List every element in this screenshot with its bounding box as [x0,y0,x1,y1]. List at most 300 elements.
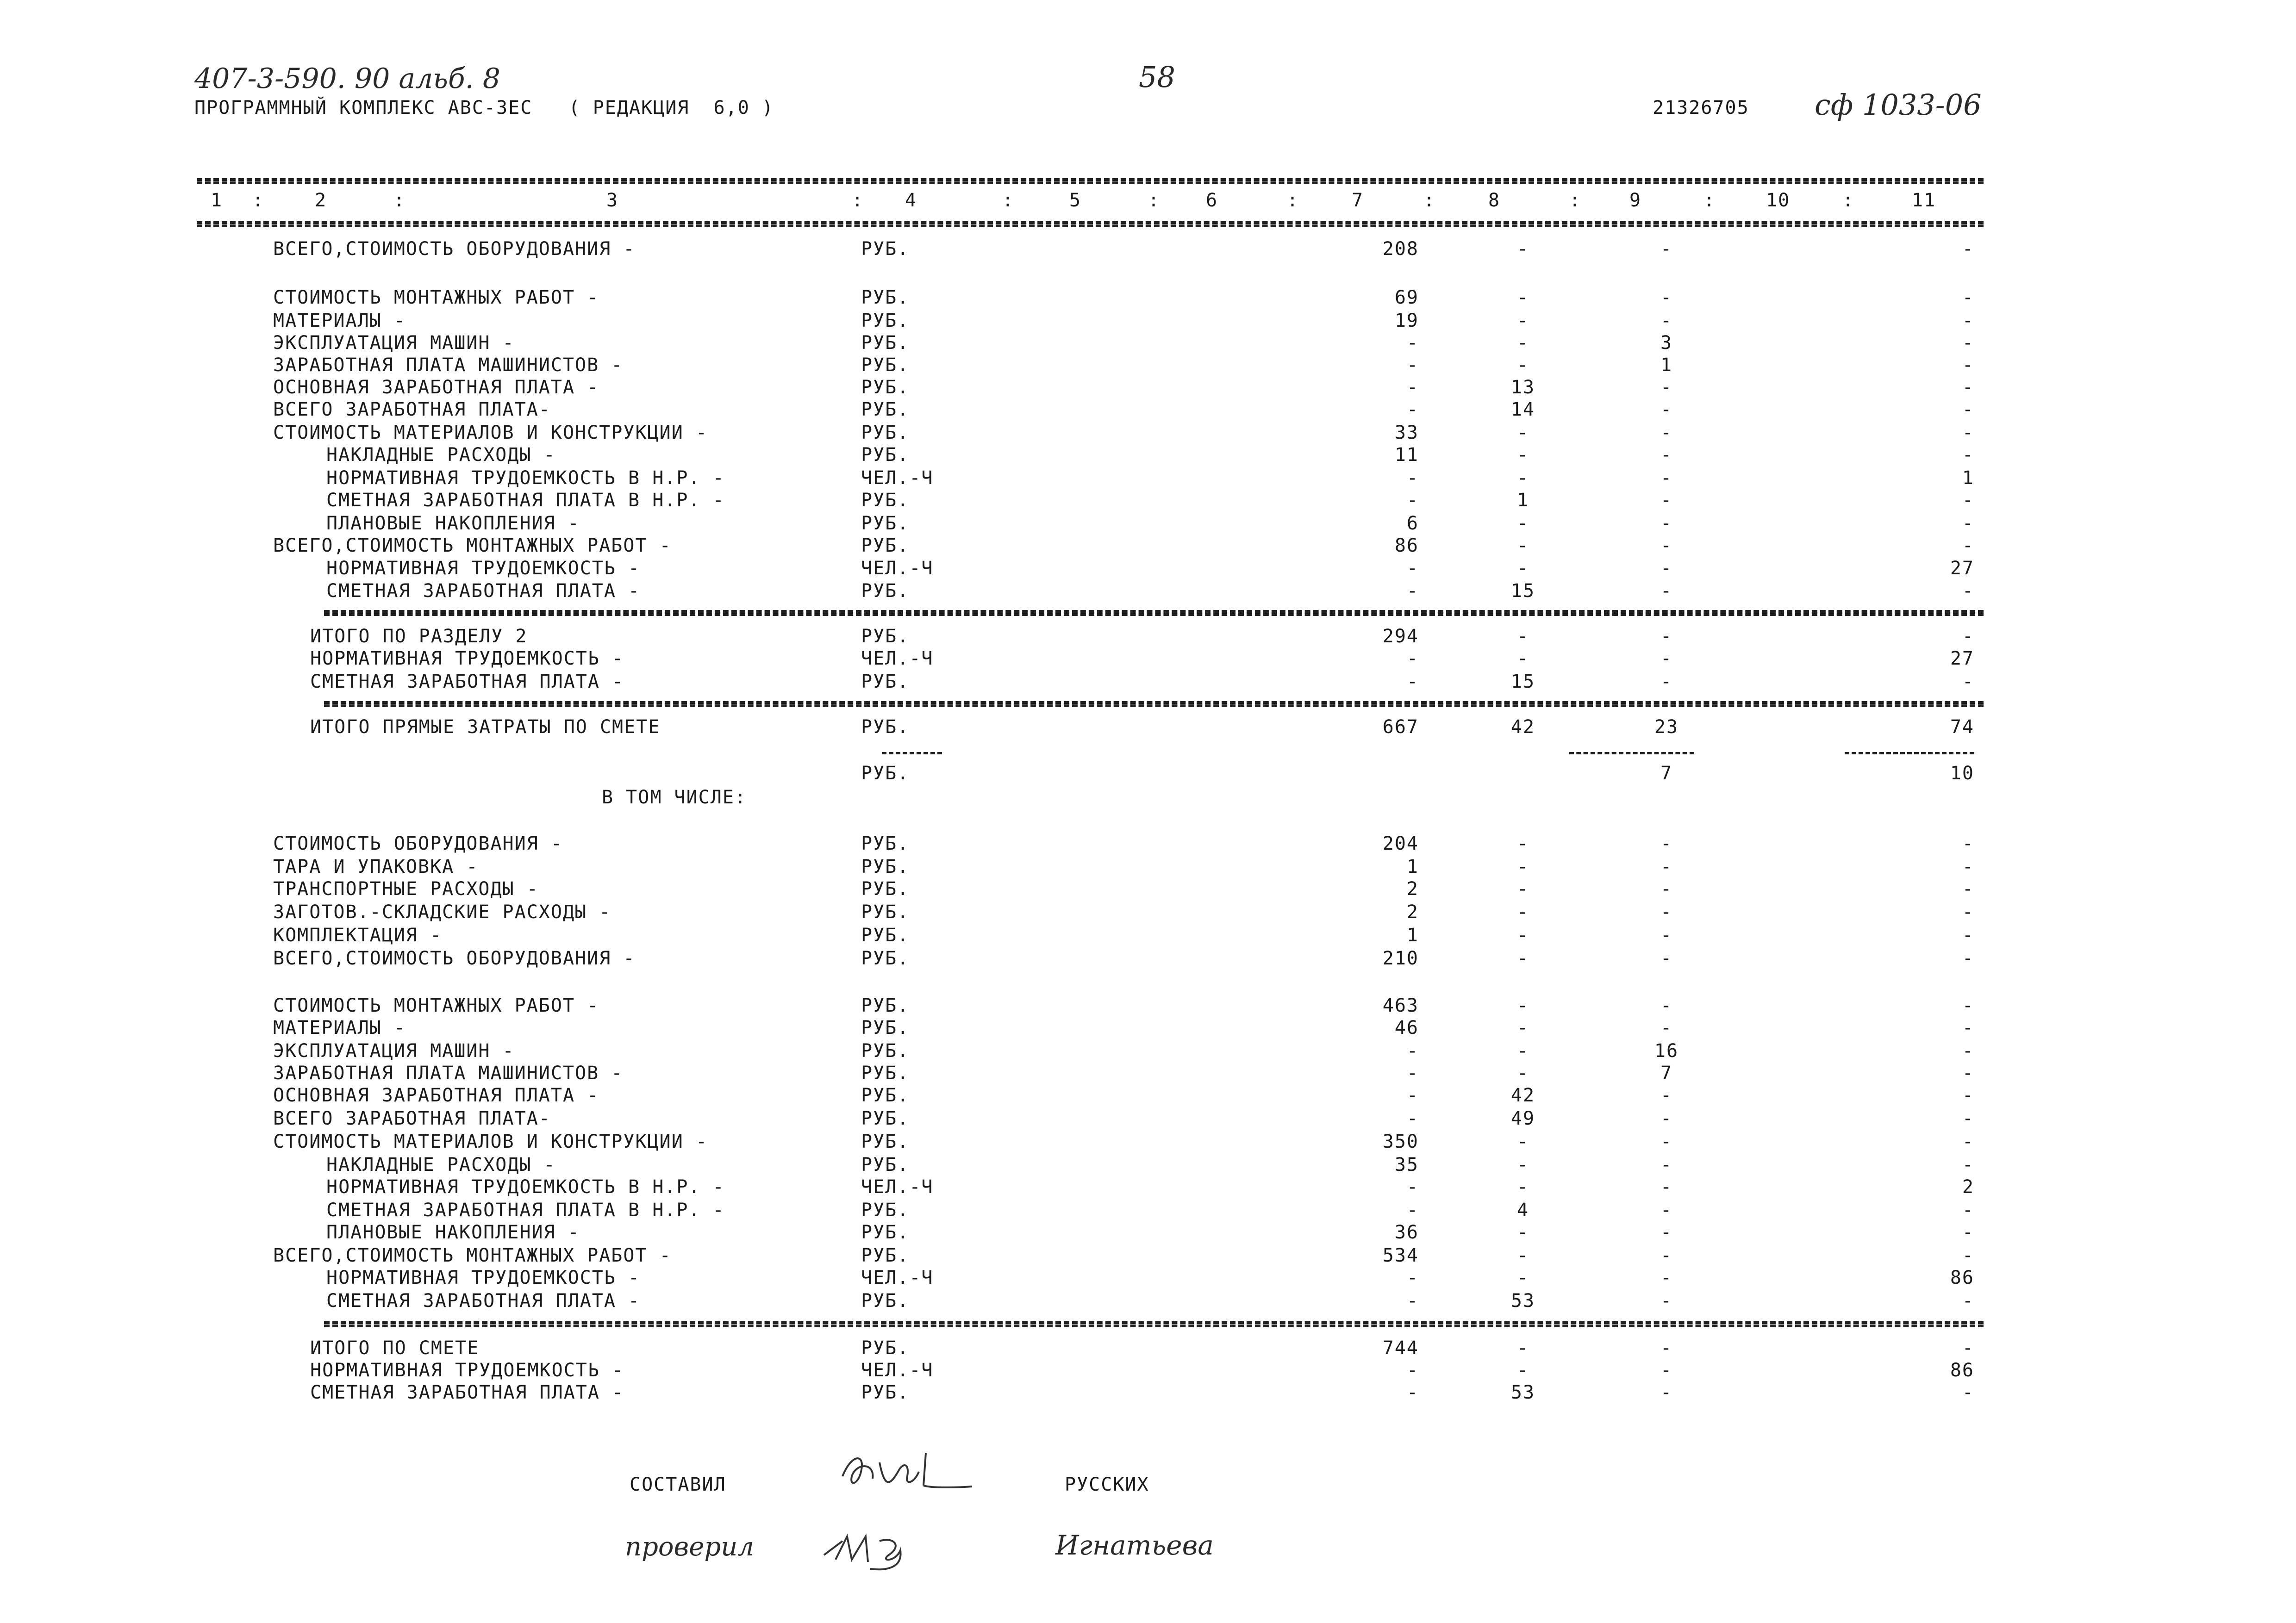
row-col9-value: - [1660,399,1673,420]
checked-by-label: проверил [625,1532,754,1562]
row-col9-value: - [1660,558,1673,579]
row-col11-value: - [1962,238,1974,260]
row-label: МАТЕРИАЛЫ - [273,1017,406,1038]
table-row [0,580,2296,603]
row-col8-value: - [1516,902,1529,923]
row-col8-value: - [1516,354,1529,376]
row-col11-value: - [1962,513,1974,534]
column-header-5: 5 [1069,190,1082,211]
row-col9-value: - [1660,833,1673,854]
row-col8-value: - [1516,1040,1529,1062]
row-unit: РУБ. [861,948,910,969]
row-col7-value: - [1406,399,1419,420]
table-row [0,354,2296,378]
row-col9-value: - [1660,513,1673,534]
row-col9-value: - [1660,1017,1673,1038]
table-row [0,902,2296,925]
row-label: ВСЕГО,СТОИМОСТЬ МОНТАЖНЫХ РАБОТ - [273,535,672,556]
row-label: ЗАРАБОТНАЯ ПЛАТА МАШИНИСТОВ - [273,354,624,376]
row-unit: РУБ. [861,671,910,692]
row-unit: РУБ. [861,626,910,647]
row-col11-value: - [1962,1017,1974,1038]
row-label: СМЕТНАЯ ЗАРАБОТНАЯ ПЛАТА - [326,1290,641,1312]
column-header-9: 9 [1629,190,1642,211]
row-unit: РУБ. [861,878,910,900]
row-col9-value: - [1660,1108,1673,1129]
row-col8-value: - [1516,1154,1529,1175]
row-col7-value: 667 [1382,716,1419,738]
row-col7-value: 463 [1382,995,1419,1016]
row-col8-value: - [1516,856,1529,877]
row-col7-value: - [1406,580,1419,602]
row-col9-value: - [1660,1337,1673,1359]
row-col8-value: - [1516,995,1529,1016]
column-header-10: 10 [1766,190,1791,211]
header-top-rule-2 [197,181,1984,184]
row-col7-value: 208 [1382,238,1419,260]
row-unit: ЧЕЛ.-Ч [861,648,934,669]
table-row [0,671,2296,694]
row-col7-value: - [1406,648,1419,669]
row-label: ВСЕГО,СТОИМОСТЬ ОБОРУДОВАНИЯ - [273,238,636,260]
column-header-11: 11 [1912,190,1936,211]
row-col8-value: - [1516,1131,1529,1152]
row-col8-value: - [1516,467,1529,489]
row-col8-value: - [1516,558,1529,579]
handwritten-code: 407-3-590. 90 альб. 8 [194,62,500,95]
row-col9-value: - [1660,925,1673,946]
row-label: ИТОГО ПО РАЗДЕЛУ 2 [310,626,528,647]
row-label: НОРМАТИВНАЯ ТРУДОЕМКОСТЬ В Н.Р. - [326,1176,725,1198]
row-label: ПЛАНОВЫЕ НАКОПЛЕНИЯ - [326,1222,580,1243]
table-row [0,558,2296,581]
row-unit: РУБ. [861,1290,910,1312]
table-row [0,787,2296,810]
row-col11-value: 27 [1950,558,1974,579]
row-col9-value: - [1660,948,1673,969]
row-label: В ТОМ ЧИСЛЕ: [602,787,747,808]
header-bottom-rule [197,221,1984,224]
row-col8-value: - [1516,878,1529,900]
column-separator: : [852,190,864,211]
row-unit: РУБ. [861,856,910,877]
row-unit: РУБ. [861,1040,910,1062]
row-col11-value: - [1962,1131,1974,1152]
row-label: ЗАГОТОВ.-СКЛАДСКИЕ РАСХОДЫ - [273,902,611,923]
row-col7-value: - [1406,1176,1419,1198]
row-col9-value: - [1660,310,1673,331]
doc-number: 21326705 [1653,97,1749,118]
row-col8-value: - [1516,310,1529,331]
row-col7-value: - [1406,354,1419,376]
row-col9-value: - [1660,1267,1673,1288]
row-col9-value: - [1660,580,1673,602]
row-unit: РУБ. [861,1131,910,1152]
row-label: ТАРА И УПАКОВКА - [273,856,479,877]
row-col9-value: - [1660,535,1673,556]
row-col7-value: - [1406,1290,1419,1312]
row-col9-value: - [1660,1154,1673,1175]
column-separator: : [1842,190,1855,211]
row-unit: РУБ. [861,1245,910,1266]
row-col7-value: - [1406,671,1419,692]
row-col7-value: 744 [1382,1337,1419,1359]
row-unit: РУБ. [861,902,910,923]
subtotal-underline [1569,752,1694,754]
row-col7-value: - [1406,1108,1419,1129]
row-unit: РУБ. [861,310,910,331]
row-col11-value: - [1962,1108,1974,1129]
row-unit: РУБ. [861,1154,910,1175]
column-header-3: 3 [606,190,619,211]
row-col9-value: 7 [1660,763,1673,784]
row-label: ВСЕГО ЗАРАБОТНАЯ ПЛАТА- [273,399,551,420]
row-col11-value: - [1962,1200,1974,1221]
table-row [0,377,2296,400]
row-col11-value: - [1962,422,1974,443]
table-row [0,467,2296,491]
row-unit: РУБ. [861,377,910,398]
table-row [0,856,2296,879]
row-col11-value: - [1962,878,1974,900]
row-col9-value: - [1660,444,1673,466]
table-row [0,1108,2296,1131]
row-col8-value: - [1516,1063,1529,1084]
row-col8-value: - [1516,513,1529,534]
column-separator: : [1287,190,1299,211]
row-col8-value: 4 [1516,1200,1529,1221]
row-col7-value: 86 [1394,535,1419,556]
row-col7-value: 204 [1382,833,1419,854]
table-row [0,1200,2296,1223]
row-col11-value: 1 [1962,467,1974,489]
row-col11-value: - [1962,377,1974,398]
row-col11-value: 27 [1950,648,1974,669]
row-label: НОРМАТИВНАЯ ТРУДОЕМКОСТЬ - [310,648,624,669]
row-unit: РУБ. [861,513,910,534]
page-number: 58 [1139,60,1175,94]
row-col11-value: - [1962,856,1974,877]
row-label: ВСЕГО ЗАРАБОТНАЯ ПЛАТА- [273,1108,551,1129]
column-separator: : [252,190,265,211]
table-row [0,1176,2296,1200]
table-row [0,422,2296,445]
table-row [0,833,2296,856]
row-col9-value: - [1660,1382,1673,1403]
row-col11-value: - [1962,1040,1974,1062]
row-col7-value: 36 [1394,1222,1419,1243]
table-row [0,716,2296,740]
row-col9-value: - [1660,1245,1673,1266]
row-unit: РУБ. [861,716,910,738]
column-separator: : [393,190,406,211]
program-line: ПРОГРАММНЫЙ КОМПЛЕКС АВС-3ЕС ( РЕДАКЦИЯ 6,0 ) [194,97,774,118]
table-row [0,1267,2296,1290]
row-col7-value: 19 [1394,310,1419,331]
row-label: ОСНОВНАЯ ЗАРАБОТНАЯ ПЛАТА - [273,377,599,398]
row-col9-value: - [1660,1200,1673,1221]
table-row [0,1382,2296,1405]
row-label: ПЛАНОВЫЕ НАКОПЛЕНИЯ - [326,513,580,534]
column-separator: : [1703,190,1716,211]
row-label: МАТЕРИАЛЫ - [273,310,406,331]
row-col8-value: - [1516,948,1529,969]
row-col9-value: - [1660,648,1673,669]
row-unit: РУБ. [861,580,910,602]
row-unit: ЧЕЛ.-Ч [861,1267,934,1288]
row-col8-value: - [1516,1222,1529,1243]
column-separator: : [1423,190,1436,211]
row-col8-value: - [1516,1017,1529,1038]
row-unit: РУБ. [861,1085,910,1106]
row-col8-value: - [1516,1337,1529,1359]
row-label: СТОИМОСТЬ МОНТАЖНЫХ РАБОТ - [273,287,599,308]
row-col9-value: - [1660,626,1673,647]
table-row [0,1063,2296,1086]
row-col7-value: 1 [1406,856,1419,877]
table-row [0,878,2296,902]
table-row [0,1245,2296,1268]
row-col7-value: 33 [1394,422,1419,443]
row-col11-value: - [1962,1290,1974,1312]
row-col7-value: 35 [1394,1154,1419,1175]
row-col11-value: 2 [1962,1176,1974,1198]
section-rule [324,1325,1984,1327]
row-col8-value: 42 [1510,1085,1535,1106]
row-label: ЭКСПЛУАТАЦИЯ МАШИН - [273,332,515,354]
row-col11-value: 86 [1950,1360,1974,1381]
row-col7-value: - [1406,490,1419,511]
row-col7-value: 2 [1406,878,1419,900]
row-label: СТОИМОСТЬ МОНТАЖНЫХ РАБОТ - [273,995,599,1016]
row-col11-value: - [1962,444,1974,466]
row-col7-value: 294 [1382,626,1419,647]
row-col9-value: 3 [1660,332,1673,354]
row-unit: РУБ. [861,399,910,420]
row-col9-value: - [1660,671,1673,692]
row-col9-value: 16 [1654,1040,1679,1062]
checker-signature [815,1523,935,1573]
subtotal-underline [882,752,942,754]
row-col11-value: - [1962,580,1974,602]
row-col9-value: - [1660,287,1673,308]
row-col7-value: - [1406,1040,1419,1062]
section-rule [324,613,1984,616]
row-col9-value: - [1660,856,1673,877]
row-col8-value: - [1516,238,1529,260]
row-label: НОРМАТИВНАЯ ТРУДОЕМКОСТЬ - [326,1267,641,1288]
row-unit: ЧЕЛ.-Ч [861,467,934,489]
row-col8-value: - [1516,422,1529,443]
row-col11-value: - [1962,626,1974,647]
table-row [0,1337,2296,1361]
row-col11-value: - [1962,995,1974,1016]
table-row [0,1040,2296,1063]
row-col9-value: - [1660,490,1673,511]
row-col7-value: - [1406,1063,1419,1084]
row-col9-value: - [1660,422,1673,443]
handwritten-ref: сф 1033-06 [1815,88,1982,122]
row-col11-value: - [1962,354,1974,376]
row-col8-value: 53 [1510,1290,1535,1312]
row-label: НОРМАТИВНАЯ ТРУДОЕМКОСТЬ В Н.Р. - [326,467,725,489]
row-col8-value: - [1516,1176,1529,1198]
row-col11-value: 86 [1950,1267,1974,1288]
column-header-1: 1 [211,190,223,211]
row-unit: ЧЕЛ.-Ч [861,1360,934,1381]
row-label: ИТОГО ПО СМЕТЕ [310,1337,480,1359]
row-label: СМЕТНАЯ ЗАРАБОТНАЯ ПЛАТА - [310,671,624,692]
compiler-signature [833,1444,981,1499]
row-col11-value: - [1962,1085,1974,1106]
row-col7-value: 11 [1394,444,1419,466]
row-unit: РУБ. [861,535,910,556]
table-row [0,513,2296,536]
table-row [0,1017,2296,1040]
row-col9-value: - [1660,467,1673,489]
compiled-by-label: СОСТАВИЛ [630,1474,726,1495]
row-unit: РУБ. [861,1222,910,1243]
table-row [0,238,2296,261]
row-col9-value: - [1660,238,1673,260]
row-unit: РУБ. [861,1382,910,1403]
row-unit: РУБ. [861,763,910,784]
row-col8-value: 42 [1510,716,1535,738]
row-label: НАКЛАДНЫЕ РАСХОДЫ - [326,1154,556,1175]
row-col8-value: - [1516,833,1529,854]
section-rule [324,1321,1984,1324]
row-label: СТОИМОСТЬ МАТЕРИАЛОВ И КОНСТРУКЦИИ - [273,422,708,443]
table-row [0,1154,2296,1177]
row-unit: РУБ. [861,354,910,376]
row-col9-value: - [1660,1222,1673,1243]
row-col8-value: - [1516,444,1529,466]
row-label: КОМПЛЕКТАЦИЯ - [273,925,443,946]
row-col11-value: - [1962,1063,1974,1084]
row-unit: РУБ. [861,422,910,443]
row-col11-value: - [1962,671,1974,692]
table-row [0,626,2296,649]
row-unit: РУБ. [861,833,910,854]
table-row [0,1360,2296,1383]
subtotal-underline [1845,752,1974,754]
row-col11-value: - [1962,1382,1974,1403]
row-label: ВСЕГО,СТОИМОСТЬ ОБОРУДОВАНИЯ - [273,948,636,969]
row-col8-value: - [1516,1267,1529,1288]
row-col11-value: - [1962,332,1974,354]
row-col8-value: - [1516,626,1529,647]
row-col11-value: - [1962,287,1974,308]
header-bottom-rule-2 [197,224,1984,227]
row-col11-value: - [1962,948,1974,969]
row-col8-value: - [1516,535,1529,556]
table-row [0,1131,2296,1154]
row-col7-value: 350 [1382,1131,1419,1152]
compiled-by-name: РУССКИХ [1065,1474,1149,1495]
row-unit: ЧЕЛ.-Ч [861,558,934,579]
row-col11-value: 10 [1950,763,1974,784]
column-header-2: 2 [315,190,327,211]
row-col8-value: - [1516,332,1529,354]
row-col7-value: - [1406,1382,1419,1403]
row-col9-value: - [1660,377,1673,398]
table-row [0,995,2296,1018]
row-label: СМЕТНАЯ ЗАРАБОТНАЯ ПЛАТА В Н.Р. - [326,1200,725,1221]
column-separator: : [1002,190,1015,211]
row-col11-value: - [1962,490,1974,511]
row-unit: РУБ. [861,995,910,1016]
row-col7-value: 210 [1382,948,1419,969]
row-label: ЭКСПЛУАТАЦИЯ МАШИН - [273,1040,515,1062]
column-header-4: 4 [905,190,917,211]
row-col7-value: 6 [1406,513,1419,534]
table-row [0,310,2296,333]
row-label: СМЕТНАЯ ЗАРАБОТНАЯ ПЛАТА - [326,580,641,602]
row-col8-value: 15 [1510,580,1535,602]
row-unit: РУБ. [861,1063,910,1084]
row-col7-value: 534 [1382,1245,1419,1266]
row-col8-value: 13 [1510,377,1535,398]
row-label: ЗАРАБОТНАЯ ПЛАТА МАШИНИСТОВ - [273,1063,624,1084]
row-col9-value: - [1660,878,1673,900]
column-header-8: 8 [1488,190,1501,211]
column-separator: : [1148,190,1160,211]
row-col9-value: - [1660,902,1673,923]
row-col7-value: 1 [1406,925,1419,946]
row-col8-value: 14 [1510,399,1535,420]
row-unit: РУБ. [861,332,910,354]
row-label: ВСЕГО,СТОИМОСТЬ МОНТАЖНЫХ РАБОТ - [273,1245,672,1266]
row-label: СТОИМОСТЬ МАТЕРИАЛОВ И КОНСТРУКЦИИ - [273,1131,708,1152]
row-col11-value: 74 [1950,716,1974,738]
row-col11-value: - [1962,310,1974,331]
checked-by-name: Игнатьева [1055,1530,1214,1561]
table-row [0,648,2296,671]
row-col8-value: - [1516,1360,1529,1381]
row-col9-value: 7 [1660,1063,1673,1084]
table-row [0,1085,2296,1108]
table-row [0,1222,2296,1245]
row-col7-value: - [1406,1085,1419,1106]
table-row [0,490,2296,513]
row-col7-value: - [1406,1360,1419,1381]
row-col7-value: 69 [1394,287,1419,308]
row-unit: РУБ. [861,1017,910,1038]
row-col8-value: 1 [1516,490,1529,511]
row-col9-value: - [1660,1085,1673,1106]
row-unit: РУБ. [861,238,910,260]
table-row [0,535,2296,558]
row-col9-value: - [1660,995,1673,1016]
row-col11-value: - [1962,1245,1974,1266]
row-col7-value: - [1406,1267,1419,1288]
row-col7-value: 2 [1406,902,1419,923]
table-row [0,948,2296,971]
row-col9-value: 1 [1660,354,1673,376]
row-col11-value: - [1962,833,1974,854]
row-col9-value: - [1660,1360,1673,1381]
section-rule [324,701,1984,704]
table-row [0,287,2296,310]
row-col9-value: - [1660,1176,1673,1198]
row-col7-value: - [1406,558,1419,579]
header-top-rule [197,178,1984,181]
row-col8-value: - [1516,287,1529,308]
row-unit: РУБ. [861,490,910,511]
row-col8-value: 15 [1510,671,1535,692]
table-row [0,763,2296,786]
row-label: СТОИМОСТЬ ОБОРУДОВАНИЯ - [273,833,563,854]
